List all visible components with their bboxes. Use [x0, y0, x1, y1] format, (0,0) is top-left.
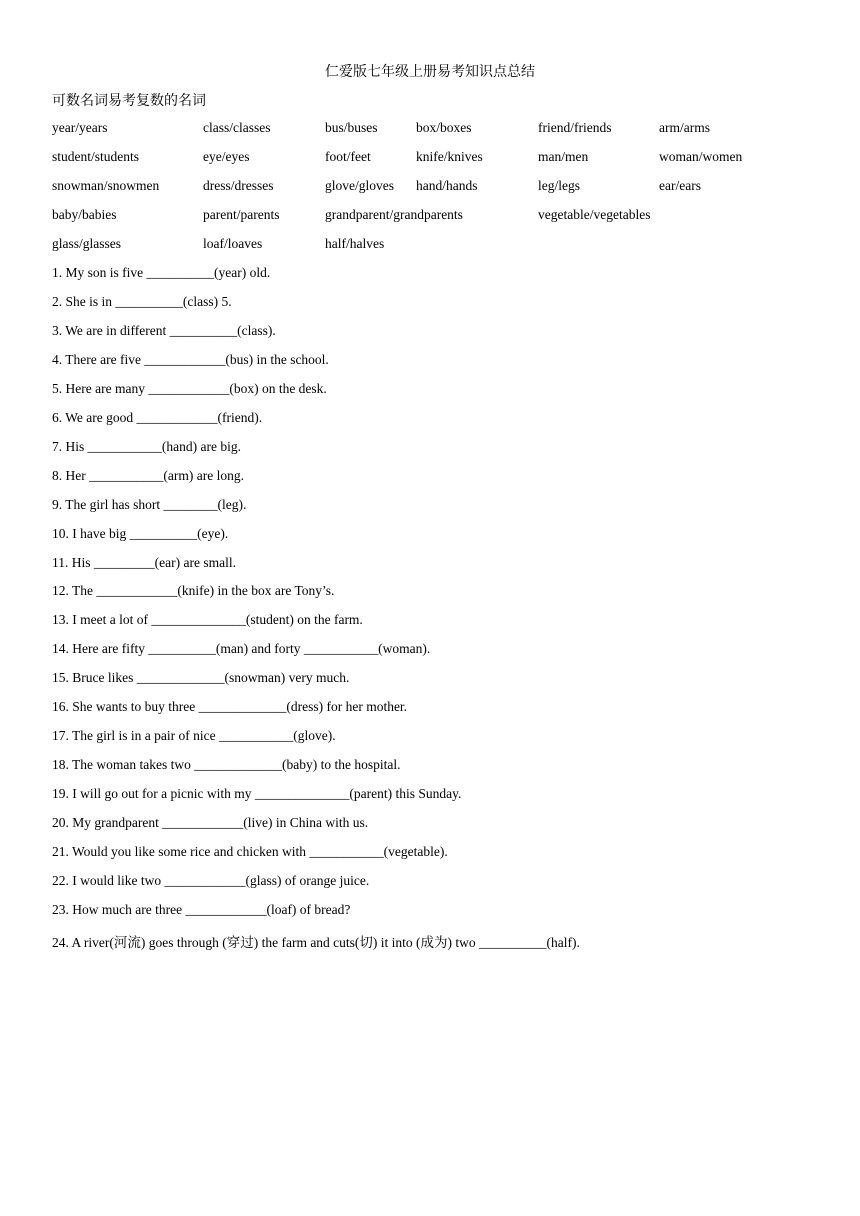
- word-pair: arm/arms: [659, 120, 710, 135]
- question-item: 1. My son is five __________(year) old.: [52, 265, 271, 280]
- question-item: 15. Bruce likes _____________(snowman) very much.: [52, 670, 350, 686]
- question-item: 17. The girl is in a pair of nice ___________(glove).: [52, 728, 336, 744]
- word-pair: woman/women: [659, 149, 743, 164]
- question-item: 24. A river(河流) goes through (穿过) the farm and cuts(切) it into (成为) two __________(half).: [52, 934, 580, 950]
- word-pair: half/halves: [325, 236, 385, 251]
- question-item: 5. Here are many ____________(box) on the desk.: [52, 380, 327, 396]
- word-pair: baby/babies: [52, 207, 117, 222]
- word-pair: snowman/snowmen: [52, 178, 160, 193]
- question-item: 22. I would like two ____________(glass) of orange juice.: [52, 872, 370, 888]
- question-item: 3. We are in different __________(class).: [52, 322, 276, 338]
- word-pair: dress/dresses: [203, 178, 274, 193]
- word-pair: bus/buses: [325, 120, 378, 135]
- word-row: [0, 207, 860, 225]
- word-pair: class/classes: [203, 120, 271, 135]
- word-row: [0, 120, 860, 138]
- question-item: 6. We are good ____________(friend).: [52, 409, 263, 425]
- page-title: 仁爱版七年级上册易考知识点总结: [325, 65, 535, 80]
- word-row: [0, 178, 860, 196]
- question-item: 4. There are five ____________(bus) in the school.: [52, 351, 329, 367]
- question-item: 2. She is in __________(class) 5.: [52, 293, 232, 309]
- question-item: 23. How much are three ____________(loaf) of bread?: [52, 901, 351, 917]
- word-pair: grandparent/grandparents: [325, 207, 463, 222]
- word-pair: eye/eyes: [203, 149, 250, 164]
- question-item: 9. The girl has short ________(leg).: [52, 496, 247, 512]
- word-pair: foot/feet: [325, 149, 371, 164]
- question-item: 19. I will go out for a picnic with my ______________(parent) this Sunday.: [52, 786, 462, 802]
- section-subtitle: 可数名词易考复数的名词: [52, 94, 206, 109]
- question-item: 20. My grandparent ____________(live) in China with us.: [52, 815, 369, 831]
- word-pair: loaf/loaves: [203, 236, 263, 251]
- word-pair: vegetable/vegetables: [538, 207, 651, 222]
- word-pair: man/men: [538, 149, 589, 164]
- question-item: 7. His ___________(hand) are big.: [52, 438, 241, 454]
- word-row: [0, 236, 860, 254]
- word-pair: student/students: [52, 149, 139, 164]
- word-pair: box/boxes: [416, 120, 472, 135]
- question-item: 21. Would you like some rice and chicken with ___________(vegetable).: [52, 844, 448, 859]
- word-pair: parent/parents: [203, 207, 280, 222]
- word-pair: friend/friends: [538, 120, 612, 135]
- question-item: 10. I have big __________(eye).: [52, 525, 229, 541]
- word-row: [0, 149, 860, 167]
- question-item: 18. The woman takes two _____________(baby) to the hospital.: [52, 757, 401, 773]
- word-pair: knife/knives: [416, 149, 483, 164]
- word-pair: leg/legs: [538, 178, 580, 193]
- word-pair: glove/gloves: [325, 178, 394, 193]
- question-item: 12. The ____________(knife) in the box are Tony’s.: [52, 583, 335, 599]
- question-item: 13. I meet a lot of ______________(student) on the farm.: [52, 612, 363, 628]
- word-pair: hand/hands: [416, 178, 478, 193]
- word-pair: ear/ears: [659, 178, 701, 193]
- word-pair: year/years: [52, 120, 108, 135]
- question-item: 11. His _________(ear) are small.: [52, 554, 236, 570]
- question-item: 14. Here are fifty __________(man) and forty ___________(woman).: [52, 641, 431, 657]
- question-item: 8. Her ___________(arm) are long.: [52, 467, 244, 483]
- question-item: 16. She wants to buy three _____________(dress) for her mother.: [52, 699, 408, 715]
- word-pair: glass/glasses: [52, 236, 121, 251]
